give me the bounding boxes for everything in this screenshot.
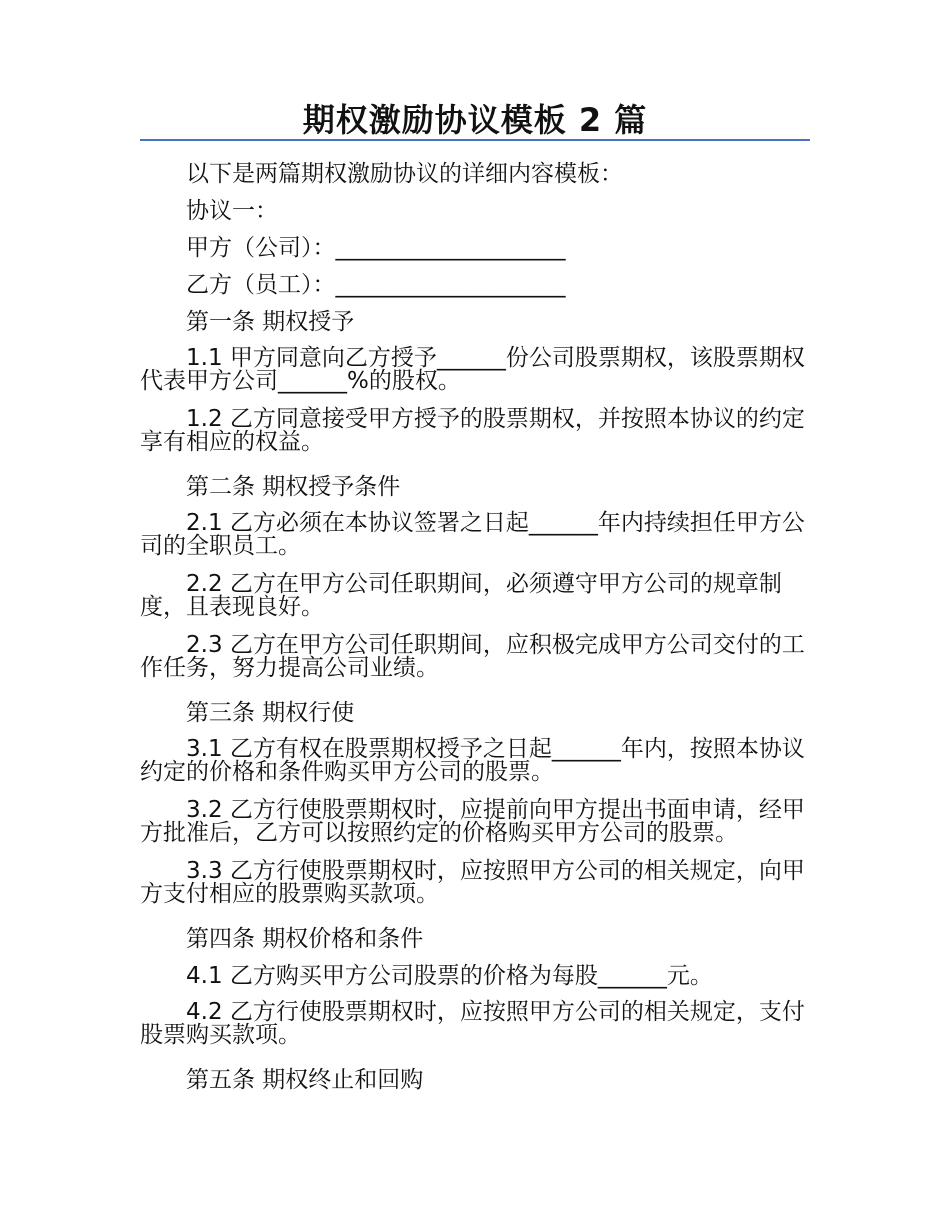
agreement-heading: 协议一： — [186, 198, 278, 224]
clause-paragraph: 4.1 乙方购买甲方公司股票的价格为每股______元。 — [186, 963, 713, 989]
intro-paragraph: 以下是两篇期权激励协议的详细内容模板： — [186, 161, 623, 187]
article-heading: 第二条 期权授予条件 — [186, 474, 401, 500]
title-underline — [140, 139, 810, 141]
clause-paragraph: 3.2 乙方行使股票期权时，应提前向甲方提出书面申请，经甲方批准后，乙方可以按照约定的价格购买甲方公司的股票。 — [140, 797, 805, 846]
document-body — [140, 156, 810, 1099]
clause-paragraph: 2.2 乙方在甲方公司任职期间，必须遵守甲方公司的规章制度，且表现良好。 — [140, 571, 782, 620]
clause-paragraph: 3.1 乙方有权在股票期权授予之日起______年内，按照本协议约定的价格和条件购买甲方公司的股票。 — [140, 736, 805, 785]
article-heading: 第一条 期权授予 — [186, 309, 355, 335]
article-heading: 第四条 期权价格和条件 — [186, 926, 424, 952]
clause-paragraph: 4.2 乙方行使股票期权时，应按照甲方公司的相关规定，支付股票购买款项。 — [140, 999, 805, 1048]
clause-paragraph: 1.2 乙方同意接受甲方授予的股票期权，并按照本协议的约定享有相应的权益。 — [140, 406, 805, 455]
party-a-line: 甲方（公司）：____________________ — [186, 235, 566, 261]
article-heading: 第五条 期权终止和回购 — [186, 1067, 424, 1093]
clause-paragraph: 1.1 甲方同意向乙方授予______份公司股票期权，该股票期权代表甲方公司______%的股权。 — [140, 345, 805, 394]
clause-paragraph: 2.3 乙方在甲方公司任职期间，应积极完成甲方公司交付的工作任务，努力提高公司业绩。 — [140, 632, 805, 681]
article-heading: 第三条 期权行使 — [186, 700, 355, 726]
party-b-line: 乙方（员工）：____________________ — [186, 272, 566, 298]
clause-paragraph: 3.3 乙方行使股票期权时，应按照甲方公司的相关规定，向甲方支付相应的股票购买款项。 — [140, 858, 805, 907]
clause-paragraph: 2.1 乙方必须在本协议签署之日起______年内持续担任甲方公司的全职员工。 — [140, 510, 805, 559]
document-title: 期权激励协议模板 2 篇 — [302, 101, 648, 139]
